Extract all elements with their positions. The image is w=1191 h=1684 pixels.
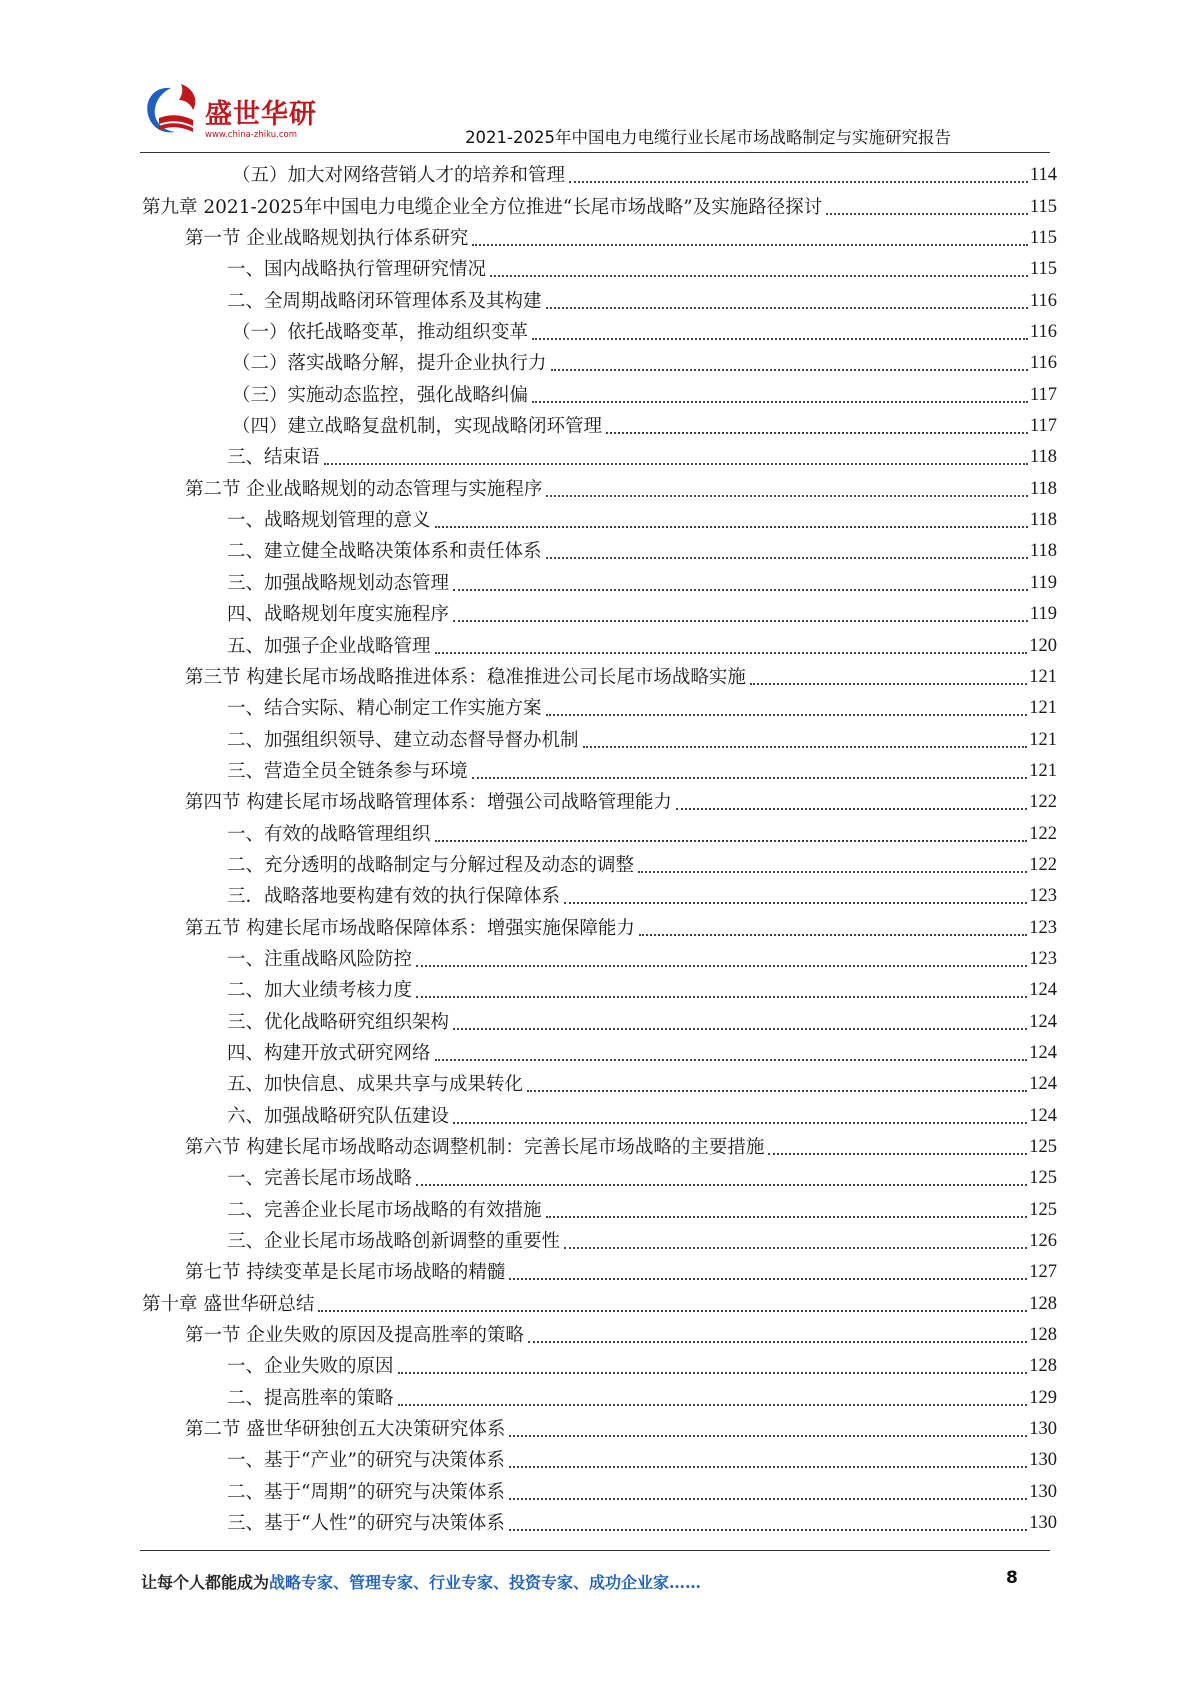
toc-entry-title: 第二节 盛世华研独创五大决策研究体系 [185,1419,506,1441]
toc-entry-title: 五、加强子企业战略管理 [227,635,431,657]
toc-entry-page: 125 [1029,1137,1057,1157]
toc-leader-dots [435,525,1028,528]
toc-entry-page: 124 [1029,1042,1057,1063]
slogan-prefix: 让每个人都能成为 [141,1573,270,1592]
toc-entry-page: 118 [1029,510,1057,531]
toc-leader-dots [318,1309,1027,1312]
toc-entry[interactable] [142,285,1057,316]
toc-entry-page: 125 [1029,1199,1057,1220]
toc-entry[interactable] [142,630,1057,661]
toc-entry-title: 四、战略规划年度实施程序 [227,604,450,626]
toc-entry[interactable] [142,1288,1057,1319]
toc-entry[interactable] [142,473,1057,504]
toc-entry[interactable] [142,1320,1057,1351]
toc-entry[interactable] [142,223,1057,254]
toc-entry-page: 123 [1029,948,1057,969]
toc-entry-title: 第十章 盛世华研总结 [142,1293,315,1315]
toc-entry-page: 120 [1029,635,1057,656]
page-number: 8 [1006,1568,1018,1588]
toc-entry[interactable] [142,1069,1057,1100]
toc-entry-page: 119 [1029,604,1057,625]
toc-entry-page: 116 [1029,353,1057,374]
toc-entry-page: 126 [1029,1231,1057,1252]
toc-leader-dots [472,243,1028,246]
toc-entry-title: 四、构建开放式研究网络 [227,1042,431,1064]
toc-entry-title: 二、加强组织领导、建立动态督导督办机制 [227,729,579,751]
toc-entry-page: 130 [1029,1513,1057,1534]
toc-leader-dots [676,807,1027,810]
toc-entry[interactable] [142,662,1057,693]
toc-entry-title: 第一节 企业失败的原因及提高胜率的策略 [185,1325,524,1347]
toc-entry-page: 123 [1029,917,1057,938]
toc-entry-page: 117 [1029,416,1057,437]
toc-leader-dots [546,1215,1028,1218]
toc-leader-dots [527,1089,1027,1092]
toc-entry-title: 三、营造全员全链条参与环境 [227,760,468,782]
toc-entry[interactable] [142,1100,1057,1131]
toc-entry-title: 二、加大业绩考核力度 [227,980,413,1002]
toc-entry-page: 118 [1029,478,1057,499]
toc-entry[interactable] [142,1508,1057,1539]
toc-leader-dots [490,274,1028,277]
toc-leader-dots [564,1246,1027,1249]
toc-entry-page: 130 [1029,1419,1057,1440]
toc-entry-title: 一、企业失败的原因 [227,1356,394,1378]
toc-entry-page: 124 [1029,1105,1057,1126]
toc-entry[interactable] [142,1006,1057,1037]
toc-leader-dots [532,400,1028,403]
toc-leader-dots [546,556,1028,559]
toc-leader-dots [453,588,1028,591]
toc-entry[interactable] [142,505,1057,536]
toc-entry-page: 123 [1029,886,1057,907]
footer-divider [140,1550,1050,1551]
toc-entry[interactable] [142,1414,1057,1445]
toc-entry-title: 三、结束语 [227,447,320,469]
toc-entry-page: 124 [1029,980,1057,1001]
toc-entry-page: 114 [1029,165,1057,186]
toc-entry[interactable] [142,724,1057,755]
toc-entry-page: 121 [1029,698,1057,719]
toc-leader-dots [453,1121,1027,1124]
toc-entry-title: 一、完善长尾市场战略 [227,1168,413,1190]
toc-entry-title: （一）依托战略变革，推动组织变革 [232,322,529,344]
toc-entry[interactable] [142,599,1057,630]
toc-entry[interactable] [142,693,1057,724]
toc-entry[interactable] [142,1226,1057,1257]
toc-entry-page: 118 [1029,447,1057,468]
toc-entry-title: 第七节 持续变革是长尾市场战略的精髓 [185,1262,506,1284]
toc-entry-title: 一、注重战略风险防控 [227,948,413,970]
toc-entry-page: 115 [1029,259,1057,280]
toc-entry[interactable] [142,254,1057,285]
toc-entry[interactable] [142,1445,1057,1476]
table-of-contents [142,160,1057,1539]
toc-leader-dots [453,1027,1027,1030]
toc-leader-dots [509,1465,1027,1468]
toc-entry-title: 二、全周期战略闭环管理体系及其构建 [227,290,542,312]
toc-leader-dots [398,1403,1028,1406]
toc-entry[interactable] [142,1194,1057,1225]
toc-entry-page: 122 [1029,854,1057,875]
toc-leader-dots [768,1152,1027,1155]
toc-leader-dots [564,901,1027,904]
toc-leader-dots [435,651,1028,654]
toc-entry-title: 第三节 构建长尾市场战略推进体系：稳准推进公司长尾市场战略实施 [185,666,746,688]
toc-entry-title: 一、战略规划管理的意义 [227,510,431,532]
toc-leader-dots [639,933,1027,936]
toc-leader-dots [826,212,1028,215]
toc-entry-title: 第九章 2021-2025年中国电力电缆企业全方位推进“长尾市场战略”及实施路径探讨 [142,196,823,218]
toc-entry-page: 121 [1029,666,1057,687]
toc-entry[interactable] [142,818,1057,849]
report-title: 2021-2025年中国电力电缆行业长尾市场战略制定与实施研究报告 [465,128,951,147]
toc-entry[interactable] [142,1038,1057,1069]
toc-entry-page: 117 [1029,384,1057,405]
toc-leader-dots [509,1497,1027,1500]
toc-entry[interactable] [142,411,1057,442]
toc-entry[interactable] [142,1351,1057,1382]
toc-entry-title: 一、有效的战略管理组织 [227,823,431,845]
toc-entry[interactable] [142,379,1057,410]
logo-name: 盛世华研 [205,99,317,130]
toc-entry-title: 二、建立健全战略决策体系和责任体系 [227,541,542,563]
toc-entry-title: 三．战略落地要构建有效的执行保障体系 [227,886,561,908]
toc-leader-dots [509,1277,1027,1280]
toc-entry-title: 五、加快信息、成果共享与成果转化 [227,1074,524,1096]
toc-entry-page: 121 [1029,729,1057,750]
toc-entry[interactable] [142,160,1057,191]
toc-entry[interactable] [142,787,1057,818]
toc-entry-title: 第一节 企业战略规划执行体系研究 [185,228,469,250]
toc-leader-dots [532,337,1028,340]
logo-url: www.china-zhiku.com [205,130,297,140]
toc-entry-page: 130 [1029,1450,1057,1471]
toc-entry-page: 118 [1029,541,1057,562]
toc-entry-title: 三、加强战略规划动态管理 [227,572,450,594]
header-divider [140,152,1050,153]
toc-leader-dots [416,1183,1027,1186]
toc-entry[interactable] [142,850,1057,881]
toc-entry[interactable] [142,975,1057,1006]
toc-leader-dots [606,431,1028,434]
toc-entry-title: 第二节 企业战略规划的动态管理与实施程序 [185,478,543,500]
toc-leader-dots [472,776,1028,779]
toc-leader-dots [453,619,1028,622]
toc-entry[interactable] [142,1163,1057,1194]
toc-entry-title: 第六节 构建长尾市场战略动态调整机制：完善长尾市场战略的主要措施 [185,1137,765,1158]
toc-entry-title: （五）加大对网络营销人才的培养和管理 [232,165,566,187]
toc-entry-page: 121 [1029,760,1057,781]
toc-entry-page: 116 [1029,290,1057,311]
toc-leader-dots [435,1058,1028,1061]
toc-entry-title: 二、充分透明的战略制定与分解过程及动态的调整 [227,854,635,876]
toc-entry-title: 六、加强战略研究队伍建设 [227,1105,450,1127]
toc-leader-dots [324,462,1028,465]
toc-entry-page: 127 [1029,1262,1057,1283]
toc-leader-dots [750,682,1027,685]
company-logo [141,80,321,152]
toc-leader-dots [416,995,1027,998]
toc-leader-dots [551,368,1028,371]
toc-entry-title: 三、优化战略研究组织架构 [227,1011,450,1033]
toc-entry-title: 一、基于“产业”的研究与决策体系 [227,1450,505,1472]
toc-entry-title: （二）落实战略分解，提升企业执行力 [232,353,547,375]
toc-entry[interactable] [142,567,1057,598]
toc-entry-title: 二、提高胜率的策略 [227,1387,394,1409]
toc-entry-title: 一、结合实际、精心制定工作实施方案 [227,698,542,720]
toc-entry[interactable] [142,881,1057,912]
toc-leader-dots [509,1528,1027,1531]
toc-entry-title: 三、基于“人性”的研究与决策体系 [227,1513,505,1535]
toc-entry-page: 124 [1029,1074,1057,1095]
toc-entry[interactable] [142,944,1057,975]
toc-leader-dots [546,713,1028,716]
toc-leader-dots [546,494,1028,497]
toc-leader-dots [583,745,1028,748]
toc-entry-page: 115 [1029,196,1057,217]
toc-entry-page: 124 [1029,1011,1057,1032]
toc-entry-page: 128 [1029,1293,1057,1314]
toc-entry-page: 122 [1029,792,1057,813]
toc-entry-page: 128 [1029,1356,1057,1377]
footer-slogan [141,1570,701,1593]
toc-entry-page: 130 [1029,1481,1057,1502]
toc-leader-dots [509,1434,1027,1437]
toc-entry-page: 125 [1029,1168,1057,1189]
toc-entry[interactable] [142,191,1057,222]
toc-entry[interactable] [142,756,1057,787]
toc-entry[interactable] [142,348,1057,379]
toc-entry-page: 116 [1029,322,1057,343]
toc-entry-title: 第五节 构建长尾市场战略保障体系：增强实施保障能力 [185,917,635,939]
toc-leader-dots [569,180,1028,183]
toc-entry-page: 129 [1029,1387,1057,1408]
toc-entry[interactable] [142,317,1057,348]
toc-entry-title: （四）建立战略复盘机制，实现战略闭环管理 [232,416,603,438]
toc-leader-dots [546,306,1028,309]
toc-leader-dots [528,1340,1027,1343]
toc-entry-title: 一、国内战略执行管理研究情况 [227,259,487,281]
logo-emblem-icon [141,80,205,142]
toc-entry[interactable] [142,536,1057,567]
toc-entry[interactable] [142,1257,1057,1288]
toc-entry[interactable] [142,912,1057,943]
toc-entry-title: 二、基于“周期”的研究与决策体系 [227,1481,505,1503]
toc-entry-page: 128 [1029,1325,1057,1346]
toc-entry-title: （三）实施动态监控，强化战略纠偏 [232,384,529,406]
toc-leader-dots [638,870,1027,873]
toc-entry-page: 119 [1029,572,1057,593]
toc-entry-title: 二、完善企业长尾市场战略的有效措施 [227,1199,542,1221]
toc-leader-dots [435,839,1028,842]
toc-entry-title: 三、企业长尾市场战略创新调整的重要性 [227,1231,561,1253]
toc-entry-page: 122 [1029,823,1057,844]
toc-entry[interactable] [142,1132,1057,1163]
toc-entry-page: 115 [1029,228,1057,249]
toc-leader-dots [416,964,1027,967]
toc-entry[interactable] [142,1476,1057,1507]
slogan-highlight: 战略专家、管理专家、行业专家、投资专家、成功企业家…… [269,1573,702,1592]
toc-entry[interactable] [142,442,1057,473]
toc-entry-title: 第四节 构建长尾市场战略管理体系：增强公司战略管理能力 [185,792,672,814]
page-header [0,0,1191,158]
toc-entry[interactable] [142,1382,1057,1413]
toc-leader-dots [398,1371,1028,1374]
